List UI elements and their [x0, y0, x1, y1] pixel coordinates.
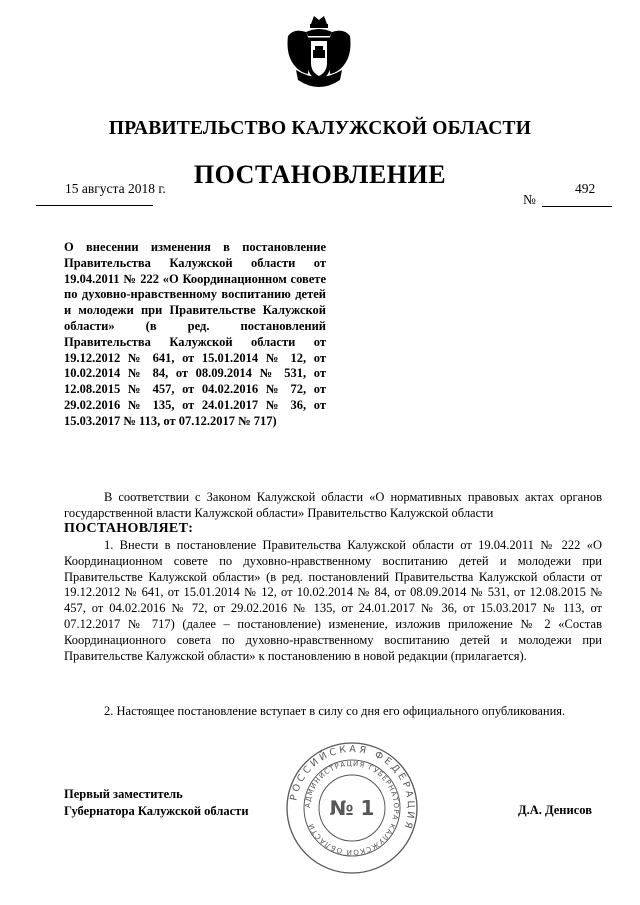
document-subject: О внесении изменения в постановление Правительства Калужской области от 19.04.2011 № 222 «О Координационном совете по духовно-нравственному воспитанию детей и молодежи при Правительстве Калужской области» (в ред. постановлений Правительства Калужской области от 19.12.2012 № 641, от 15.01.2014 № 12, от 10.02.2014 № 84, от 08.09.2014 № 531, от 12.08.2015 № 457, от 04.02.2016 № 72, от 29.02.2016 № 135, от 24.01.2017 № 36, от 15.03.2017 № 113, от 07.12.2017 № 717): [64, 240, 326, 428]
seal-number: № 1: [329, 796, 375, 820]
decree-keyword: ПОСТАНОВЛЯЕТ:: [64, 521, 194, 536]
coat-of-arms-emblem: [284, 14, 354, 96]
number-underline: [542, 206, 612, 207]
document-type-heading: ПОСТАНОВЛЕНИЕ: [193, 160, 447, 189]
preamble-paragraph: В соответствии с Законом Калужской области «О нормативных правовых актах органов государственной власти Калужской области» Правительство Калужской области: [64, 490, 602, 520]
paragraph-1: 1. Внести в постановление Правительства Калужской области от 19.04.2011 № 222 «О Координационном совете по духовно-нравственному воспитанию детей и молодежи при Правительстве Калужской области» (в ред. постановлений Правительства Калужской области от 19.12.2012 № 641, от 15.01.2014 № 12, от 10.02.2014 № 84, от 08.09.2014 № 531, от 12.08.2015 № 457, от 04.02.2016 № 72, от 29.02.2016 № 135, от 24.01.2017 № 36, от 15.03.2017 № 113, от 07.12.2017 № 717) (далее – постановление) изменение, изложив приложение № 2 «Состав Координационного совета по духовно-нравственному воспитанию детей и молодежи при Правительстве Калужской области» к постановлению в новой редакции (прилагается).: [64, 538, 602, 663]
signer-name: Д.А. Денисов: [518, 803, 592, 817]
government-title: ПРАВИТЕЛЬСТВО КАЛУЖСКОЙ ОБЛАСТИ: [108, 118, 532, 139]
document-date: 15 августа 2018 г.: [65, 181, 166, 196]
number-sign: №: [523, 192, 536, 207]
date-underline: [36, 205, 153, 206]
seal-outer-text: РОССИЙСКАЯ ФЕДЕРАЦИЯ: [288, 743, 417, 833]
seal-inner-text: АДМИНИСТРАЦИЯ ГУБЕРНАТОРА КАЛУЖСКОЙ ОБЛАСТИ: [303, 759, 401, 857]
official-seal-stamp: [284, 740, 420, 876]
signer-title-line-2: Губернатора Калужской области: [64, 804, 249, 818]
signer-title: [64, 786, 249, 820]
signer-title-line-1: Первый заместитель: [64, 787, 183, 801]
paragraph-2: 2. Настоящее постановление вступает в силу со дня его официального опубликования.: [104, 704, 566, 718]
document-number: 492: [575, 181, 596, 196]
